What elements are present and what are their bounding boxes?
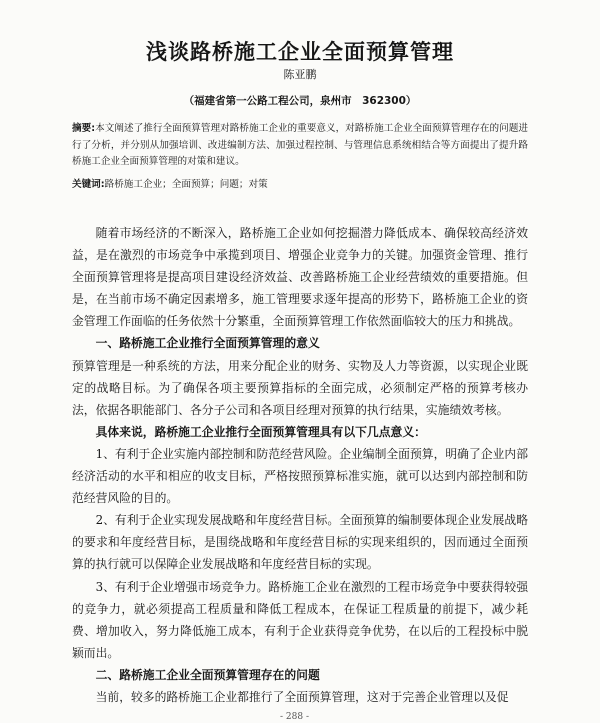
section-1-heading: 一、路桥施工企业推行全面预算管理的意义	[95, 336, 320, 351]
point-2: 2、有利于企业实现发展战略和年度经营目标。全面预算的编制要体现企业发展战略的要求和年度经营目标，是围绕战略和年度经营目标的实现来组织的，因而通过全面预算的执行就可以保障企业发展战略和年度经营目标的实现。	[72, 513, 528, 572]
abstract-text: 本文阐述了推行全面预算管理对路桥施工企业的重要意义，对路桥施工企业全面预算管理存在的问题进行了分析，并分别从加强培训、改进编制方法、加强过程控制、与管理信息系统相结合等方面提出了提升路桥施工企业全面预算管理的对策和建议。	[72, 123, 528, 167]
section-2-start: 当前，较多的路桥施工企业都推行了全面预算管理，这对于完善企业管理以及促	[95, 689, 509, 704]
keywords	[72, 176, 528, 190]
section-1-lead: 具体来说，路桥施工企业推行全面预算管理具有以下几点意义：	[95, 424, 426, 439]
author-affiliation: （福建省第一公路工程公司，泉州市 362300）	[183, 95, 417, 107]
paper-title: 浅谈路桥施工企业全面预算管理	[146, 40, 454, 64]
abstract	[72, 121, 528, 171]
keywords-text: 路桥施工企业；全面预算；问题；对策	[104, 179, 268, 190]
keywords-label: 关键词:	[72, 179, 105, 190]
body-text	[72, 222, 528, 708]
intro-paragraph: 随着市场经济的不断深入，路桥施工企业如何挖掘潜力降低成本、确保较高经济效益，是在激烈的市场竞争中承揽到项目、增强企业竞争力的关键。加强资金管理、推行全面预算管理将是提高项目建设经济效益、改善路桥施工企业经营绩效的重要措施。但是，在当前市场不确定因素增多，施工管理要求逐年提高的形势下，路桥施工企业的资金管理工作面临的任务依然十分繁重，全面预算管理工作依然面临较大的压力和挑战。	[72, 226, 528, 329]
section-2-heading: 二、路桥施工企业全面预算管理存在的问题	[95, 667, 320, 682]
section-1-definition: 预算管理是一种系统的方法，用来分配企业的财务、实物及人力等资源，以实现企业既定的战略目标。为了确保各项主要预算指标的全面完成，必须制定严格的预算考核办法，依据各职能部门、各分子公司和各项目经理对预算的执行结果，实施绩效考核。	[72, 358, 528, 417]
point-1: 1、有利于企业实施内部控制和防范经营风险。企业编制全面预算，明确了企业内部经济活动的水平和相应的收支目标，严格按照预算标准实施，就可以达到内部控制和防范经营风险的目的。	[72, 446, 528, 506]
page-number: - 288 -	[280, 712, 309, 722]
abstract-label: 摘要:	[72, 123, 96, 134]
point-3: 3、有利于企业增强市场竞争力。路桥施工企业在激烈的工程市场竞争中要获得较强的竞争力，就必须提高工程质量和降低工程成本，在保证工程质量的前提下，减少耗费、增加收入，努力降低施工成本，有利于企业获得竞争优势，在以后的工程投标中脱颖而出。	[72, 579, 528, 660]
author-name: 陈亚鹏	[283, 68, 317, 81]
